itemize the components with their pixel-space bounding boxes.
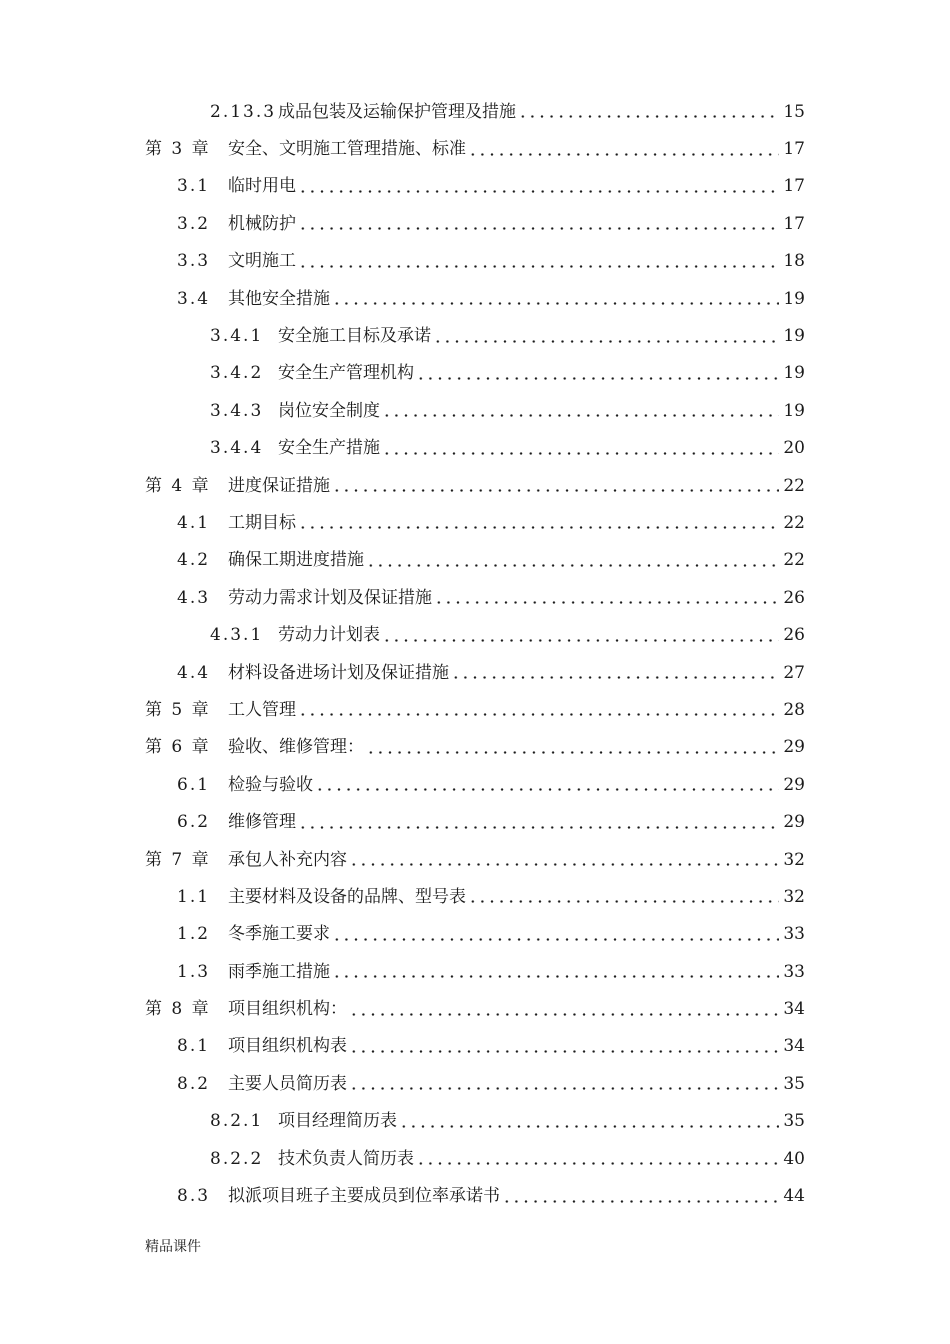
- dot-leader: [468, 153, 779, 156]
- toc-entry[interactable]: [0, 504, 950, 541]
- dot-leader: [332, 489, 779, 492]
- toc-entry-title: 文明施工: [228, 251, 296, 272]
- toc-entry-title: 岗位安全制度: [278, 400, 380, 421]
- dot-leader: [382, 414, 779, 417]
- toc-entry[interactable]: [0, 691, 950, 728]
- toc-entry-title: 检验与验收: [228, 774, 313, 795]
- dot-leader: [349, 1013, 779, 1016]
- toc-entry-title: 工期目标: [228, 512, 296, 533]
- dot-leader: [434, 601, 779, 604]
- toc-entry-page-number: 35: [783, 1073, 805, 1094]
- dot-leader: [451, 676, 779, 679]
- toc-entry-title: 验收、维修管理：: [228, 737, 364, 758]
- dot-leader: [315, 788, 779, 791]
- toc-entry-number: 第 7 章: [145, 849, 211, 870]
- toc-entry-page-number: 34: [783, 1036, 805, 1057]
- toc-entry[interactable]: [0, 953, 950, 990]
- toc-entry-page-number: 22: [783, 512, 805, 533]
- toc-entry-number: 8.3: [177, 1186, 211, 1207]
- toc-entry-page-number: 19: [783, 400, 805, 421]
- toc-entry-number: 3.4.4: [210, 438, 264, 459]
- toc-entry-number: 1.2: [177, 924, 211, 945]
- dot-leader: [399, 1125, 779, 1128]
- toc-entry-number: 3.4: [177, 288, 211, 309]
- dot-leader: [298, 190, 779, 193]
- toc-entry-number: 第 6 章: [145, 737, 211, 758]
- dot-leader: [298, 265, 779, 268]
- toc-entry-page-number: 35: [783, 1111, 805, 1132]
- toc-entry-title: 项目经理简历表: [278, 1111, 397, 1132]
- toc-entry-page-number: 44: [783, 1186, 805, 1207]
- toc-entry-page-number: 17: [783, 176, 805, 197]
- toc-entry-page-number: 26: [783, 625, 805, 646]
- toc-entry-page-number: 29: [783, 774, 805, 795]
- toc-entry-number: 3.4.1: [210, 326, 264, 347]
- dot-leader: [349, 1087, 779, 1090]
- toc-entry-page-number: 18: [783, 251, 805, 272]
- toc-entry-title: 临时用电: [228, 176, 296, 197]
- toc-entry-title: 雨季施工措施: [228, 961, 330, 982]
- toc-entry-title: 确保工期进度措施: [228, 550, 364, 571]
- toc-entry-number: 4.2: [177, 550, 211, 571]
- toc-entry[interactable]: [0, 803, 950, 840]
- toc-entry-page-number: 22: [783, 550, 805, 571]
- footer-label: 精品课件: [145, 1239, 201, 1255]
- dot-leader: [298, 526, 779, 529]
- toc-entry-page-number: 19: [783, 363, 805, 384]
- dot-leader: [433, 340, 779, 343]
- dot-leader: [468, 900, 779, 903]
- toc-entry-title: 技术负责人简历表: [278, 1148, 414, 1169]
- toc-entry-page-number: 17: [783, 213, 805, 234]
- toc-entry-number: 3.2: [177, 213, 211, 234]
- toc-entry-title: 安全生产措施: [278, 438, 380, 459]
- toc-entry-number: 3.1: [177, 176, 211, 197]
- toc-entry[interactable]: [0, 579, 950, 616]
- toc-entry[interactable]: [0, 616, 950, 653]
- toc-entry-title: 主要人员简历表: [228, 1073, 347, 1094]
- toc-entry-page-number: 29: [783, 812, 805, 833]
- toc-entry-number: 3.4.2: [210, 363, 264, 384]
- toc-entry-title: 安全生产管理机构: [278, 363, 414, 384]
- toc-entry[interactable]: [0, 130, 950, 167]
- toc-entry[interactable]: [0, 93, 950, 130]
- toc-entry-page-number: 32: [783, 886, 805, 907]
- dot-leader: [366, 564, 779, 567]
- dot-leader: [366, 751, 779, 754]
- toc-entry[interactable]: [0, 542, 950, 579]
- toc-entry-number: 第 5 章: [145, 699, 211, 720]
- toc-entry-title: 维修管理: [228, 812, 296, 833]
- toc-entry-title: 其他安全措施: [228, 288, 330, 309]
- toc-entry[interactable]: [0, 205, 950, 242]
- toc-entry-page-number: 17: [783, 139, 805, 160]
- toc-entry[interactable]: [0, 1028, 950, 1065]
- toc-entry-page-number: 15: [783, 101, 805, 122]
- dot-leader: [382, 452, 779, 455]
- toc-entry-page-number: 33: [783, 924, 805, 945]
- toc-entry-page-number: 20: [783, 438, 805, 459]
- toc-entry-page-number: 32: [783, 849, 805, 870]
- toc-entry-page-number: 27: [783, 662, 805, 683]
- toc-entry-title: 机械防护: [228, 213, 296, 234]
- toc-entry-title: 劳动力计划表: [278, 625, 380, 646]
- toc-entry-number: 4.3.1: [210, 625, 264, 646]
- toc-entry-number: 4.3: [177, 587, 211, 608]
- toc-entry-number: 1.3: [177, 961, 211, 982]
- toc-entry-number: 第 8 章: [145, 999, 211, 1020]
- toc-entry-title: 主要材料及设备的品牌、型号表: [228, 886, 466, 907]
- toc-entry-number: 4.1: [177, 512, 211, 533]
- toc-entry[interactable]: [0, 1103, 950, 1140]
- toc-entry-title: 拟派项目班子主要成员到位率承诺书: [228, 1186, 500, 1207]
- toc-entry[interactable]: [0, 990, 950, 1027]
- toc-entry-page-number: 29: [783, 737, 805, 758]
- toc-entry-number: 8.2: [177, 1073, 211, 1094]
- toc-entry-number: 3.3: [177, 251, 211, 272]
- toc-entry-title: 成品包装及运输保护管理及措施: [278, 101, 516, 122]
- toc-entry[interactable]: [0, 654, 950, 691]
- dot-leader: [298, 227, 779, 230]
- toc-entry[interactable]: [0, 841, 950, 878]
- toc-entry-number: 8.2.2: [210, 1148, 264, 1169]
- toc-entry-title: 项目组织机构表: [228, 1036, 347, 1057]
- dot-leader: [349, 863, 779, 866]
- toc-entry-page-number: 34: [783, 999, 805, 1020]
- toc-entry-title: 承包人补充内容: [228, 849, 347, 870]
- toc-entry-page-number: 19: [783, 288, 805, 309]
- toc-entry[interactable]: [0, 355, 950, 392]
- toc-entry[interactable]: [0, 392, 950, 429]
- toc-entry-title: 冬季施工要求: [228, 924, 330, 945]
- toc-entry[interactable]: [0, 766, 950, 803]
- toc-entry-page-number: 19: [783, 326, 805, 347]
- toc-entry[interactable]: [0, 1065, 950, 1102]
- toc-entry-number: 8.1: [177, 1036, 211, 1057]
- toc-entry-number: 6.1: [177, 774, 211, 795]
- toc-entry-number: 4.4: [177, 662, 211, 683]
- toc-entry-number: 6.2: [177, 812, 211, 833]
- toc-entry-title: 工人管理: [228, 699, 296, 720]
- toc-entry[interactable]: [0, 430, 950, 467]
- toc-entry[interactable]: [0, 916, 950, 953]
- dot-leader: [332, 302, 779, 305]
- toc-entry-page-number: 22: [783, 475, 805, 496]
- toc-entry[interactable]: [0, 729, 950, 766]
- dot-leader: [298, 826, 779, 829]
- dot-leader: [416, 1162, 779, 1165]
- dot-leader: [332, 938, 779, 941]
- toc-entry-page-number: 28: [783, 699, 805, 720]
- dot-leader: [382, 639, 779, 642]
- dot-leader: [502, 1200, 779, 1203]
- toc-entry-page-number: 40: [783, 1148, 805, 1169]
- toc-entry-title: 劳动力需求计划及保证措施: [228, 587, 432, 608]
- toc-entry-page-number: 33: [783, 961, 805, 982]
- toc-entry-title: 进度保证措施: [228, 475, 330, 496]
- toc-entry-number: 8.2.1: [210, 1111, 264, 1132]
- toc-entry[interactable]: [0, 280, 950, 317]
- toc-entry[interactable]: [0, 1177, 950, 1214]
- dot-leader: [298, 713, 779, 716]
- toc-entry-title: 安全施工目标及承诺: [278, 326, 431, 347]
- toc-entry[interactable]: [0, 878, 950, 915]
- dot-leader: [349, 1050, 779, 1053]
- dot-leader: [518, 115, 779, 118]
- toc-entry[interactable]: [0, 467, 950, 504]
- dot-leader: [332, 975, 779, 978]
- toc-entry-number: 2.13.3: [210, 101, 277, 122]
- toc-entry-number: 3.4.3: [210, 400, 264, 421]
- toc-entry-page-number: 26: [783, 587, 805, 608]
- toc-entry[interactable]: [0, 168, 950, 205]
- toc-entry-title: 项目组织机构：: [228, 999, 347, 1020]
- toc-entry-number: 第 3 章: [145, 139, 211, 160]
- toc-entry[interactable]: [0, 317, 950, 354]
- toc-entry[interactable]: [0, 1140, 950, 1177]
- dot-leader: [416, 377, 779, 380]
- toc-entry-number: 1.1: [177, 886, 211, 907]
- toc-entry[interactable]: [0, 243, 950, 280]
- toc-entry-title: 材料设备进场计划及保证措施: [228, 662, 449, 683]
- toc-entry-number: 第 4 章: [145, 475, 211, 496]
- table-of-contents: [0, 93, 950, 1215]
- toc-entry-title: 安全、文明施工管理措施、标准: [228, 139, 466, 160]
